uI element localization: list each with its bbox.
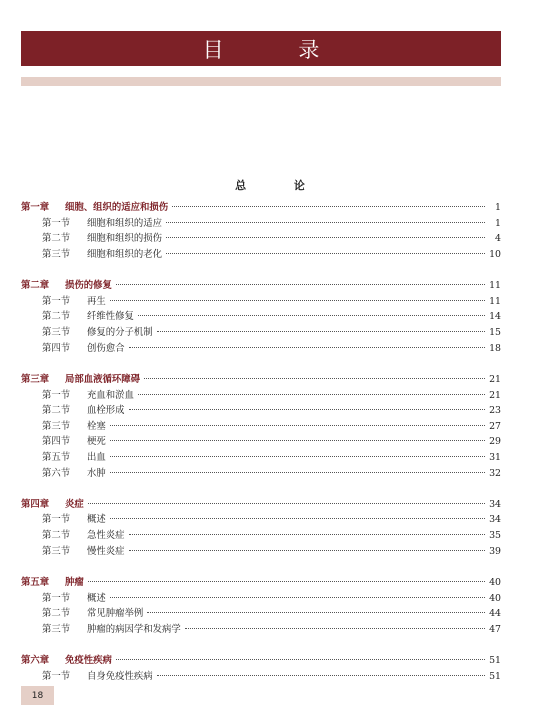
section-title: 概述 — [87, 514, 106, 526]
dot-leader — [166, 253, 485, 254]
dot-leader — [166, 237, 485, 238]
section-page: 44 — [489, 608, 501, 620]
toc-section-entry[interactable] — [21, 544, 501, 560]
page-number-box — [21, 686, 54, 705]
chapter-number: 第四章 — [21, 498, 50, 510]
dot-leader — [166, 222, 485, 223]
section-title: 慢性炎症 — [87, 545, 125, 557]
section-number: 第一节 — [42, 217, 71, 229]
chapter-number: 第二章 — [21, 280, 50, 292]
toc-section-entry[interactable] — [21, 309, 501, 325]
section-title: 细胞和组织的适应 — [87, 217, 163, 229]
toc-chapter-entry[interactable] — [21, 278, 501, 294]
chapter-number: 第五章 — [21, 577, 50, 589]
chapter-title: 炎症 — [65, 498, 84, 510]
dot-leader — [129, 347, 485, 348]
section-number: 第一节 — [42, 389, 71, 401]
part-title: 总 论 — [235, 179, 327, 192]
section-title: 概述 — [87, 592, 106, 604]
section-title: 出血 — [87, 451, 106, 463]
table-of-contents — [21, 200, 501, 684]
section-title: 常见肿瘤举例 — [87, 608, 144, 620]
section-number: 第一节 — [42, 514, 71, 526]
section-page: 39 — [489, 545, 501, 557]
toc-section-entry[interactable] — [21, 450, 501, 466]
section-number: 第三节 — [42, 545, 71, 557]
section-number: 第二节 — [42, 608, 71, 620]
section-page: 51 — [489, 670, 501, 682]
section-title: 急性炎症 — [87, 530, 125, 542]
section-number: 第五节 — [42, 451, 71, 463]
toc-section-entry[interactable] — [21, 466, 501, 482]
decorative-band — [21, 77, 501, 86]
section-number: 第三节 — [42, 248, 71, 260]
dot-leader — [110, 300, 485, 301]
dot-leader — [185, 628, 485, 629]
toc-section-entry[interactable] — [21, 591, 501, 607]
section-number: 第二节 — [42, 530, 71, 542]
section-number: 第一节 — [42, 295, 71, 307]
section-page: 1 — [495, 217, 501, 229]
section-page: 31 — [489, 451, 501, 463]
dot-leader — [88, 503, 485, 504]
section-title: 修复的分子机制 — [87, 326, 153, 338]
dot-leader — [157, 675, 485, 676]
chapter-spacer — [21, 637, 501, 653]
section-number: 第六节 — [42, 467, 71, 479]
toc-chapter-entry[interactable] — [21, 497, 501, 513]
section-title: 再生 — [87, 295, 106, 307]
section-number: 第一节 — [42, 592, 71, 604]
chapter-page: 11 — [489, 280, 501, 292]
dot-leader — [110, 456, 485, 457]
chapter-spacer — [21, 481, 501, 497]
toc-chapter-entry[interactable] — [21, 653, 501, 669]
chapter-number: 第三章 — [21, 373, 50, 385]
dot-leader — [157, 331, 485, 332]
section-title: 自身免疫性疾病 — [87, 670, 153, 682]
chapter-page: 40 — [489, 577, 501, 589]
dot-leader — [88, 581, 485, 582]
toc-section-entry[interactable] — [21, 231, 501, 247]
chapter-spacer — [21, 559, 501, 575]
chapter-number: 第一章 — [21, 202, 50, 213]
toc-section-entry[interactable] — [21, 512, 501, 528]
section-title: 血栓形成 — [87, 405, 125, 417]
section-page: 32 — [489, 467, 501, 479]
section-page: 27 — [489, 420, 501, 432]
section-number: 第四节 — [42, 342, 71, 354]
dot-leader — [147, 612, 485, 613]
section-number: 第一节 — [42, 670, 71, 682]
dot-leader — [116, 284, 485, 285]
section-page: 21 — [489, 389, 501, 401]
dot-leader — [129, 534, 485, 535]
section-title: 水肿 — [87, 467, 106, 479]
section-page: 35 — [489, 530, 501, 542]
toc-chapter-entry[interactable] — [21, 575, 501, 591]
toc-section-entry[interactable] — [21, 294, 501, 310]
toc-section-entry[interactable] — [21, 419, 501, 435]
section-number: 第三节 — [42, 326, 71, 338]
chapter-page: 21 — [489, 373, 501, 385]
dot-leader — [110, 425, 485, 426]
toc-section-entry[interactable] — [21, 247, 501, 263]
toc-section-entry[interactable] — [21, 528, 501, 544]
section-page: 14 — [489, 311, 501, 323]
section-title: 纤维性修复 — [87, 311, 134, 323]
section-page: 34 — [489, 514, 501, 526]
section-page: 15 — [489, 326, 501, 338]
dot-leader — [172, 206, 485, 207]
chapter-page: 1 — [495, 202, 501, 213]
toc-section-entry[interactable] — [21, 216, 501, 232]
section-page: 10 — [489, 248, 501, 260]
section-page: 40 — [489, 592, 501, 604]
dot-leader — [129, 409, 485, 410]
section-page: 4 — [495, 233, 501, 245]
dot-leader — [138, 394, 485, 395]
toc-section-entry[interactable] — [21, 403, 501, 419]
chapter-spacer — [21, 356, 501, 372]
section-title: 细胞和组织的老化 — [87, 248, 163, 260]
toc-chapter-entry[interactable] — [21, 372, 501, 388]
dot-leader — [144, 378, 485, 379]
dot-leader — [110, 518, 485, 519]
section-page: 11 — [489, 295, 501, 307]
chapter-title: 细胞、组织的适应和损伤 — [65, 202, 169, 213]
section-number: 第二节 — [42, 405, 71, 417]
title-banner — [21, 31, 501, 66]
chapter-number: 第六章 — [21, 655, 50, 667]
section-title: 细胞和组织的损伤 — [87, 233, 163, 245]
section-title: 栓塞 — [87, 420, 106, 432]
chapter-spacer — [21, 262, 501, 278]
section-page: 23 — [489, 405, 501, 417]
chapter-title: 肿瘤 — [65, 577, 84, 589]
section-number: 第三节 — [42, 623, 71, 635]
section-page: 29 — [489, 436, 501, 448]
dot-leader — [116, 659, 485, 660]
toc-section-entry[interactable] — [21, 669, 501, 685]
section-number: 第二节 — [42, 233, 71, 245]
section-title: 肿瘤的病因学和发病学 — [87, 623, 181, 635]
section-title: 梗死 — [87, 436, 106, 448]
page-title: 目 录 — [202, 37, 354, 62]
toc-section-entry[interactable] — [21, 341, 501, 357]
chapter-page: 51 — [489, 655, 501, 667]
page-number: 18 — [31, 690, 44, 701]
section-page: 47 — [489, 623, 501, 635]
chapter-title: 局部血液循环障碍 — [65, 373, 141, 385]
toc-chapter-entry[interactable] — [21, 200, 501, 216]
dot-leader — [110, 440, 485, 441]
section-page: 18 — [489, 342, 501, 354]
section-number: 第四节 — [42, 436, 71, 448]
chapter-page: 34 — [489, 498, 501, 510]
dot-leader — [129, 550, 485, 551]
section-number: 第三节 — [42, 420, 71, 432]
chapter-title: 损伤的修复 — [65, 280, 112, 292]
dot-leader — [110, 597, 485, 598]
toc-section-entry[interactable] — [21, 388, 501, 404]
toc-section-entry[interactable] — [21, 325, 501, 341]
dot-leader — [110, 472, 485, 473]
section-title: 创伤愈合 — [87, 342, 125, 354]
toc-section-entry[interactable] — [21, 434, 501, 450]
chapter-title: 免疫性疾病 — [65, 655, 112, 667]
dot-leader — [138, 315, 485, 316]
toc-section-entry[interactable] — [21, 622, 501, 638]
section-title: 充血和淤血 — [87, 389, 134, 401]
section-number: 第二节 — [42, 311, 71, 323]
toc-section-entry[interactable] — [21, 606, 501, 622]
